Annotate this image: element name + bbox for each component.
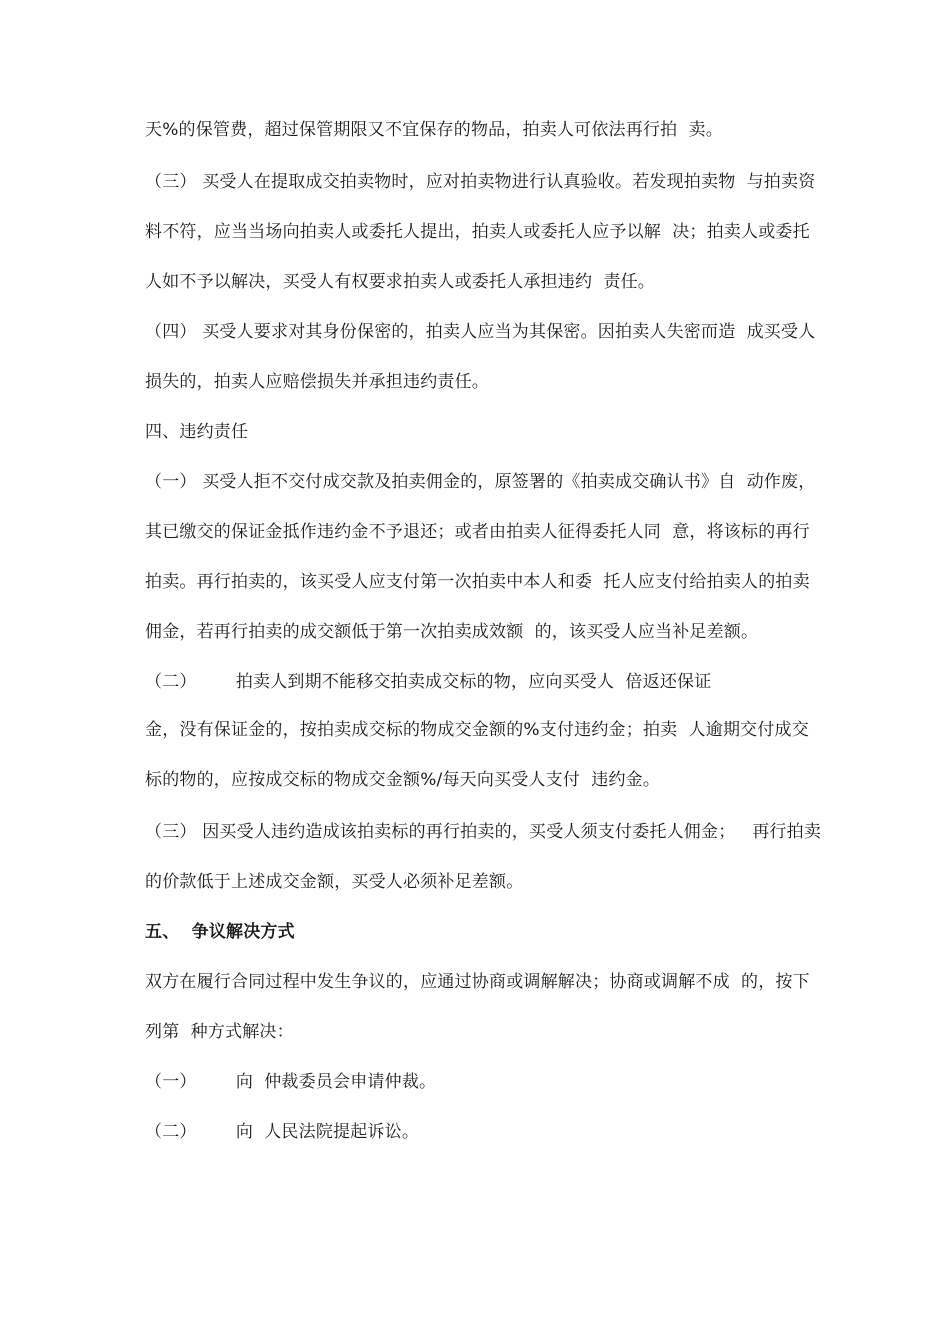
text-line-21: （二） 向 人民法院提起诉讼。	[145, 1122, 420, 1142]
text-line-12: （二） 拍卖人到期不能移交拍卖成交标的物，应向买受人 倍返还保证	[145, 672, 712, 692]
text-line-5: （四） 买受人要求对其身份保密的，拍卖人应当为其保密。因拍卖人失密而造 成买受人	[145, 322, 816, 342]
text-line-14: 标的物的，应按成交标的物成交金额%/每天向买受人支付 违约金。	[145, 770, 661, 790]
text-line-6: 损失的，拍卖人应赔偿损失并承担违约责任。	[145, 372, 489, 392]
section-heading-4: 四、违约责任	[145, 422, 249, 442]
text-line-11: 佣金，若再行拍卖的成交额低于第一次拍卖成效额 的，该买受人应当补足差额。	[145, 622, 759, 642]
text-line-9: 其已缴交的保证金抵作违约金不予退还；或者由拍卖人征得委托人同 意，将该标的再行	[145, 522, 810, 542]
text-line-13: 金，没有保证金的，按拍卖成交标的物成交金额的%支付违约金；拍卖 人逾期交付成交	[145, 720, 809, 740]
text-line-3: 料不符，应当当场向拍卖人或委托人提出，拍卖人或委托人应予以解 决；拍卖人或委托	[145, 222, 810, 242]
section-heading-5: 五、 争议解决方式	[145, 922, 295, 942]
text-line-8: （一） 买受人拒不交付成交款及拍卖佣金的，原签署的《拍卖成交确认书》自 动作废，	[145, 472, 816, 492]
text-line-10: 拍卖。再行拍卖的，该买受人应支付第一次拍卖中本人和委 托人应支付给拍卖人的拍卖	[145, 572, 810, 592]
text-line-19: 列第 种方式解决：	[145, 1022, 294, 1042]
text-line-16: 的价款低于上述成交金额，买受人必须补足差额。	[145, 872, 524, 892]
text-line-18: 双方在履行合同过程中发生争议的，应通过协商或调解解决；协商或调解不成 的，按下	[145, 972, 810, 992]
text-line-15: （三） 因买受人违约造成该拍卖标的再行拍卖的，买受人须支付委托人佣金； 再行拍卖	[145, 822, 822, 842]
text-line-20: （一） 向 仲裁委员会申请仲裁。	[145, 1072, 437, 1092]
text-line-2: （三） 买受人在提取成交拍卖物时，应对拍卖物进行认真验收。若发现拍卖物 与拍卖资	[145, 172, 816, 192]
text-line-4: 人如不予以解决，买受人有权要求拍卖人或委托人承担违约 责任。	[145, 272, 656, 292]
text-line-1: 天%的保管费，超过保管期限又不宜保存的物品，拍卖人可依法再行拍 卖。	[145, 120, 723, 140]
